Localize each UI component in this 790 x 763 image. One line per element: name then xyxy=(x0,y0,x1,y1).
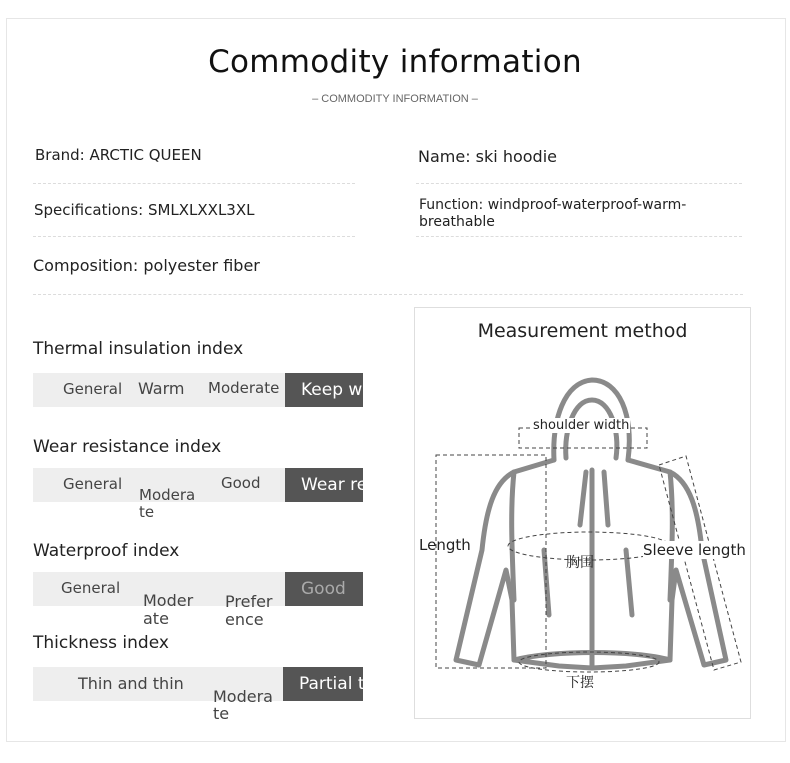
composition-field: Composition: polyester fiber xyxy=(33,256,260,275)
hoodie-diagram xyxy=(414,360,749,710)
level-moderate-part1: Modera xyxy=(213,687,273,706)
chest-label: 胸围 xyxy=(566,555,594,571)
waterproof-index-title: Waterproof index xyxy=(33,541,180,561)
divider xyxy=(33,236,355,237)
shoulder-width-label: shoulder width xyxy=(533,418,630,433)
level-general: General xyxy=(63,475,123,493)
level-moderate-part2: ate xyxy=(143,609,169,628)
level-moderate-part1: Moder xyxy=(143,591,194,610)
level-moderate-part2: te xyxy=(213,704,230,723)
divider xyxy=(33,183,355,184)
page-title: Commodity information xyxy=(208,44,582,80)
thermal-index-bar xyxy=(33,373,396,407)
level-moderate: Moderate xyxy=(208,379,280,397)
selected-level: Wear resistant xyxy=(285,468,363,502)
brand-field: Brand: ARCTIC QUEEN xyxy=(35,146,202,164)
level-preference-part2: ence xyxy=(225,610,264,629)
wear-index-title: Wear resistance index xyxy=(33,437,222,457)
selected-level: Good xyxy=(285,572,363,606)
function-line-1: Function: windproof-waterproof-warm- xyxy=(419,197,687,213)
waterproof-index-bar xyxy=(33,572,363,629)
wear-index-bar xyxy=(33,468,425,521)
thermal-index-title: Thermal insulation index xyxy=(33,339,244,359)
selected-level: Keep warm xyxy=(285,373,363,407)
hem-label: 下摆 xyxy=(566,675,594,691)
length-label: Length xyxy=(419,536,471,554)
level-general: General xyxy=(61,579,121,597)
level-thin: Thin and thin xyxy=(78,674,184,693)
level-warm: Warm xyxy=(138,379,185,398)
sleeve-length-label: Sleeve length xyxy=(643,541,746,559)
selected-level: Partial thick xyxy=(283,667,363,701)
specifications-field: Specifications: SMLXLXXL3XL xyxy=(34,201,255,219)
thickness-index-bar xyxy=(33,667,400,723)
function-line-2: breathable xyxy=(419,214,495,230)
name-field: Name: ski hoodie xyxy=(418,147,557,166)
divider xyxy=(33,294,743,295)
level-general: General xyxy=(63,380,123,398)
thickness-index-title: Thickness index xyxy=(33,633,169,653)
divider xyxy=(416,236,742,237)
level-good: Good xyxy=(221,474,261,492)
function-field xyxy=(419,197,686,231)
measurement-title: Measurement method xyxy=(477,320,688,342)
page-subtitle: – COMMODITY INFORMATION – xyxy=(312,93,478,105)
divider xyxy=(416,183,742,184)
level-moderate-part1: Modera xyxy=(139,486,196,504)
level-preference-part1: Prefer xyxy=(225,592,273,611)
level-moderate-part2: te xyxy=(139,503,155,521)
